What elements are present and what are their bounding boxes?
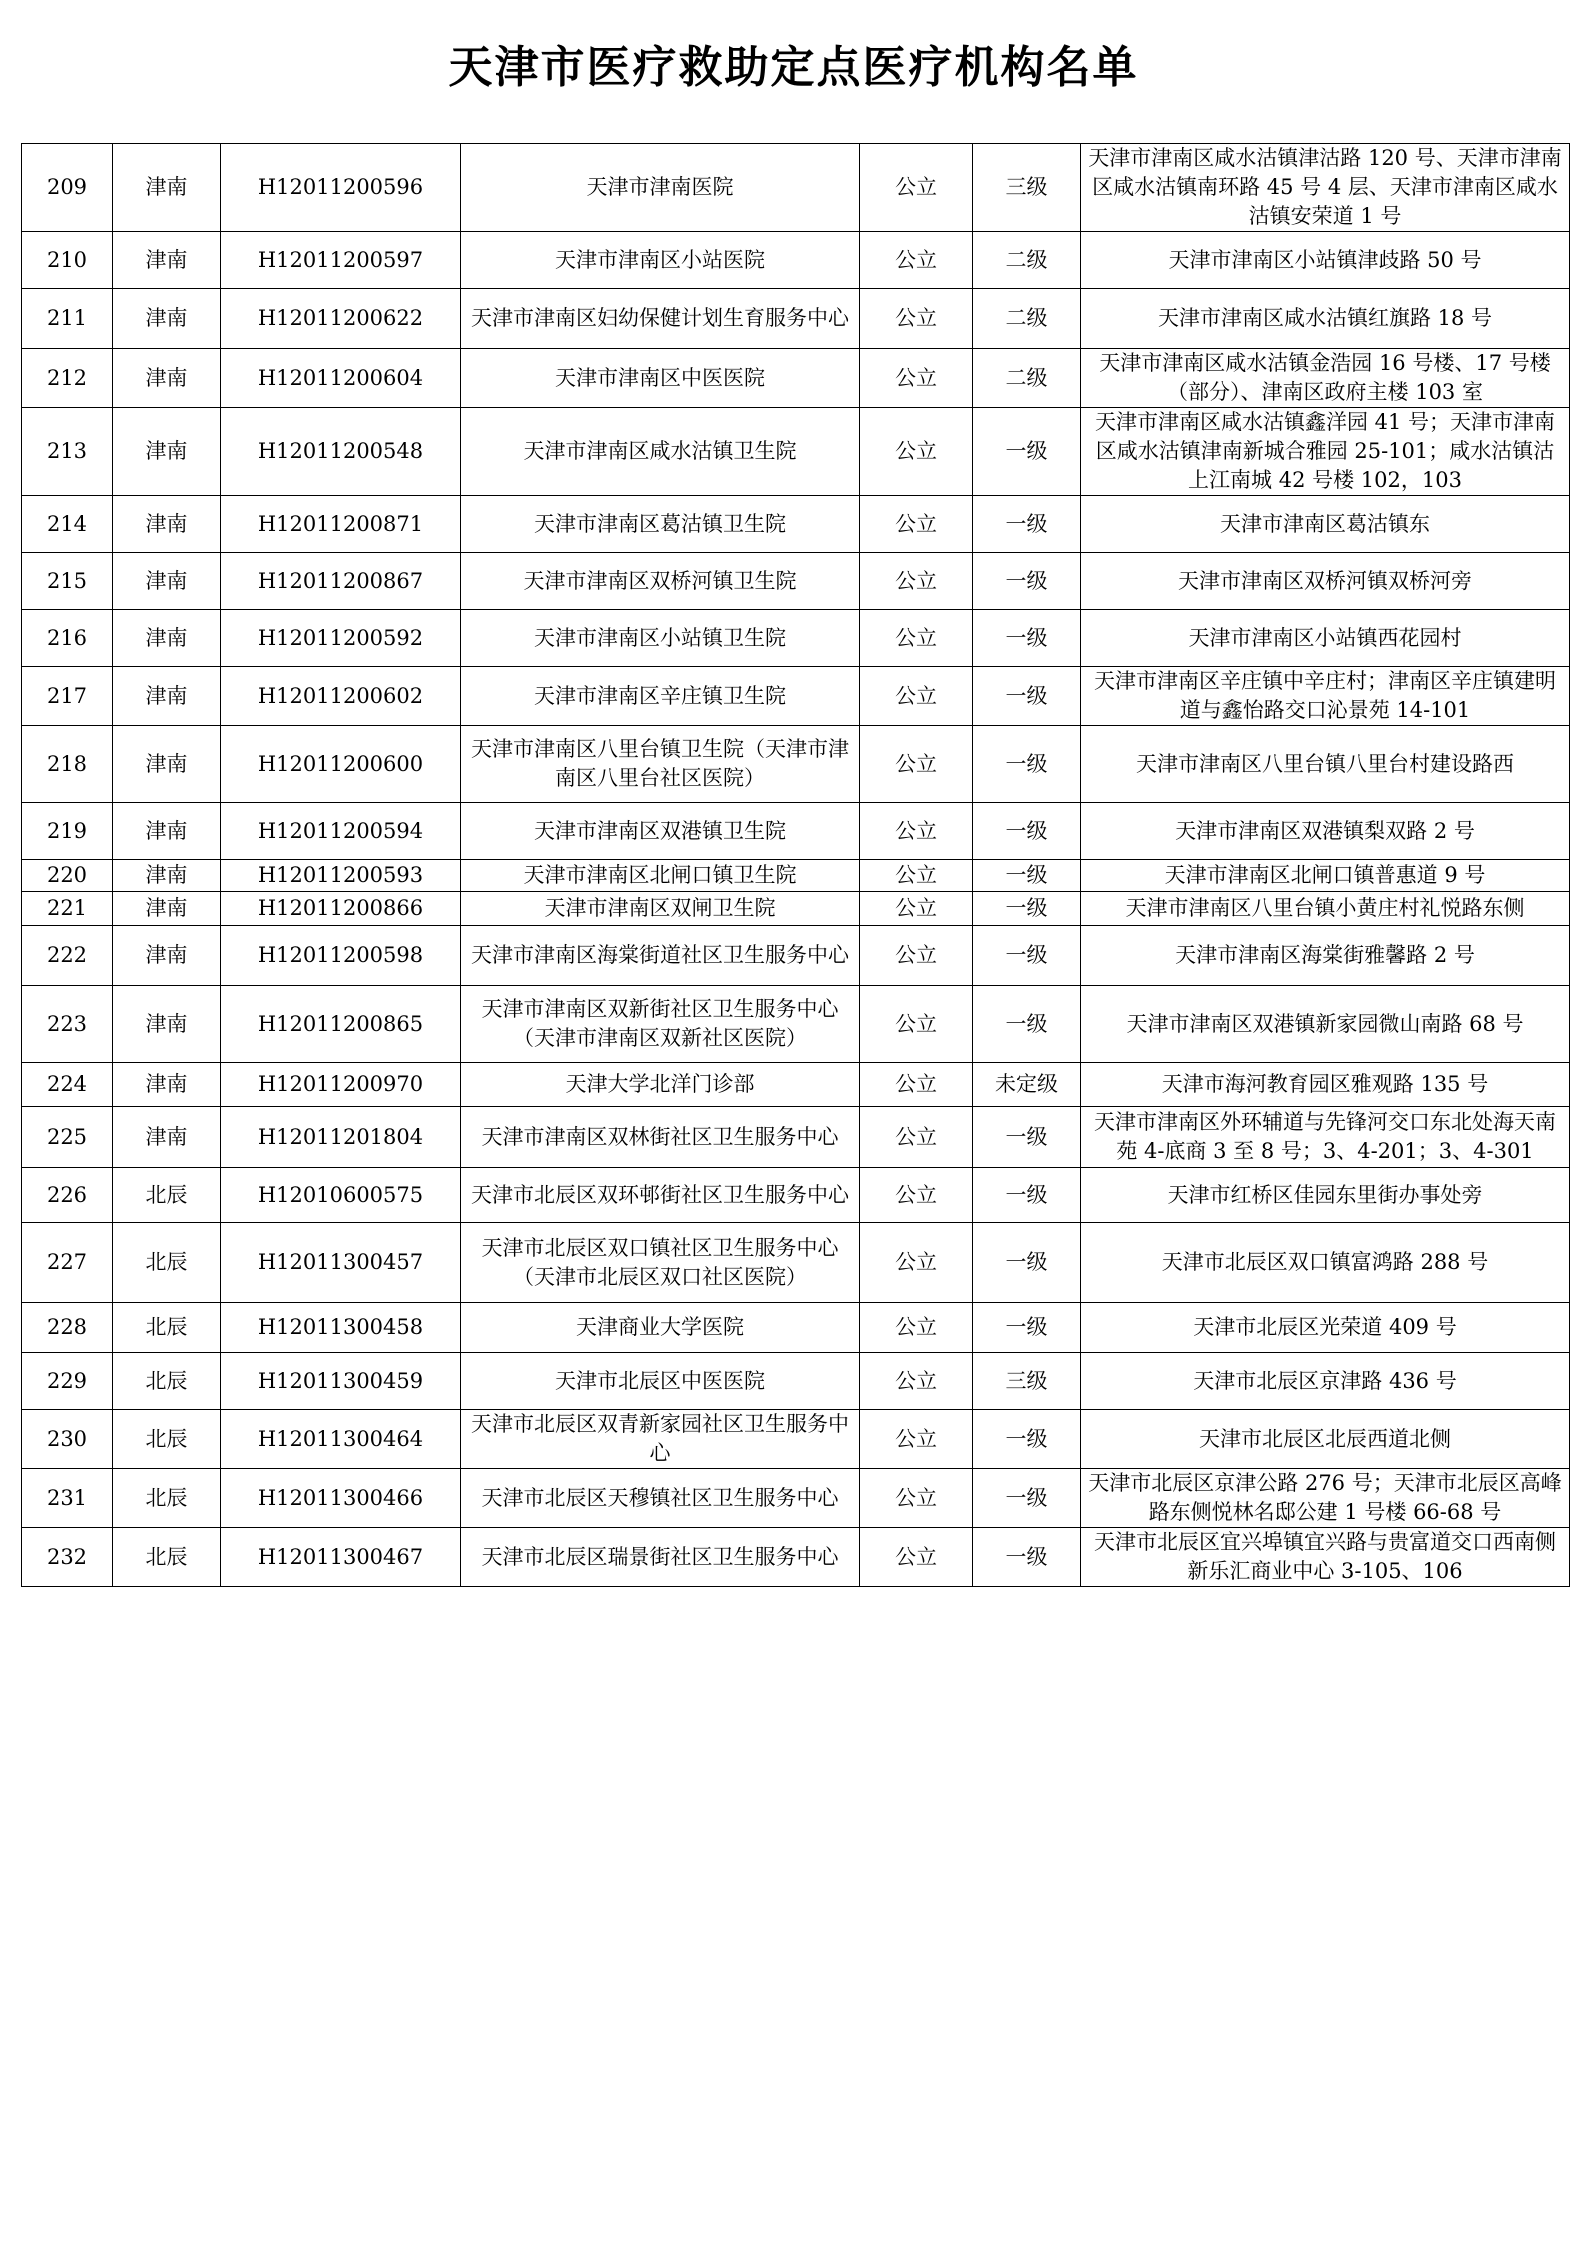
cell-name: 天津市津南区中医医院 bbox=[461, 349, 860, 408]
cell-district: 津南 bbox=[113, 1063, 221, 1107]
cell-name: 天津市津南区双港镇卫生院 bbox=[461, 803, 860, 860]
cell-number: 209 bbox=[22, 144, 113, 232]
cell-district: 津南 bbox=[113, 349, 221, 408]
cell-name: 天津市津南区咸水沽镇卫生院 bbox=[461, 408, 860, 496]
cell-district: 津南 bbox=[113, 986, 221, 1063]
cell-name: 天津市北辰区双口镇社区卫生服务中心（天津市北辰区双口社区医院） bbox=[461, 1223, 860, 1303]
cell-name: 天津市津南区双林街社区卫生服务中心 bbox=[461, 1107, 860, 1168]
cell-level: 二级 bbox=[973, 349, 1081, 408]
cell-district: 津南 bbox=[113, 926, 221, 986]
cell-number: 229 bbox=[22, 1353, 113, 1410]
table-row bbox=[22, 667, 1570, 726]
cell-address: 天津市北辰区双口镇富鸿路 288 号 bbox=[1081, 1223, 1570, 1303]
cell-type: 公立 bbox=[860, 986, 973, 1063]
cell-name: 天津市津南区北闸口镇卫生院 bbox=[461, 860, 860, 892]
cell-district: 津南 bbox=[113, 232, 221, 289]
table-row bbox=[22, 1353, 1570, 1410]
cell-level: 一级 bbox=[973, 860, 1081, 892]
cell-number: 215 bbox=[22, 553, 113, 610]
cell-number: 210 bbox=[22, 232, 113, 289]
cell-district: 津南 bbox=[113, 144, 221, 232]
table-row bbox=[22, 496, 1570, 553]
cell-address: 天津市津南区八里台镇八里台村建设路西 bbox=[1081, 726, 1570, 803]
cell-district: 北辰 bbox=[113, 1223, 221, 1303]
table-row bbox=[22, 1223, 1570, 1303]
cell-district: 北辰 bbox=[113, 1528, 221, 1587]
table-row bbox=[22, 1063, 1570, 1107]
table-row bbox=[22, 986, 1570, 1063]
cell-code: H12011300459 bbox=[221, 1353, 461, 1410]
cell-type: 公立 bbox=[860, 496, 973, 553]
cell-type: 公立 bbox=[860, 553, 973, 610]
cell-name: 天津市北辰区双青新家园社区卫生服务中心 bbox=[461, 1410, 860, 1469]
cell-code: H12011300467 bbox=[221, 1528, 461, 1587]
institution-table bbox=[21, 143, 1570, 1587]
cell-code: H12011200600 bbox=[221, 726, 461, 803]
cell-code: H12010600575 bbox=[221, 1168, 461, 1223]
table-row bbox=[22, 1168, 1570, 1223]
cell-district: 津南 bbox=[113, 289, 221, 349]
cell-address: 天津市津南区咸水沽镇红旗路 18 号 bbox=[1081, 289, 1570, 349]
cell-level: 二级 bbox=[973, 289, 1081, 349]
cell-number: 219 bbox=[22, 803, 113, 860]
cell-district: 津南 bbox=[113, 496, 221, 553]
cell-level: 未定级 bbox=[973, 1063, 1081, 1107]
cell-type: 公立 bbox=[860, 1410, 973, 1469]
cell-type: 公立 bbox=[860, 349, 973, 408]
cell-number: 228 bbox=[22, 1303, 113, 1353]
cell-address: 天津市北辰区光荣道 409 号 bbox=[1081, 1303, 1570, 1353]
cell-address: 天津市海河教育园区雅观路 135 号 bbox=[1081, 1063, 1570, 1107]
table-row bbox=[22, 803, 1570, 860]
cell-code: H12011200871 bbox=[221, 496, 461, 553]
cell-level: 三级 bbox=[973, 1353, 1081, 1410]
cell-name: 天津市津南区八里台镇卫生院（天津市津南区八里台社区医院） bbox=[461, 726, 860, 803]
cell-address: 天津市津南区八里台镇小黄庄村礼悦路东侧 bbox=[1081, 892, 1570, 926]
cell-address: 天津市津南区海棠街雅馨路 2 号 bbox=[1081, 926, 1570, 986]
cell-type: 公立 bbox=[860, 860, 973, 892]
cell-code: H12011200593 bbox=[221, 860, 461, 892]
cell-code: H12011200622 bbox=[221, 289, 461, 349]
cell-name: 天津市北辰区中医医院 bbox=[461, 1353, 860, 1410]
cell-code: H12011200598 bbox=[221, 926, 461, 986]
cell-code: H12011200594 bbox=[221, 803, 461, 860]
cell-district: 津南 bbox=[113, 892, 221, 926]
cell-number: 216 bbox=[22, 610, 113, 667]
cell-type: 公立 bbox=[860, 1063, 973, 1107]
cell-number: 214 bbox=[22, 496, 113, 553]
cell-name: 天津市津南区海棠街道社区卫生服务中心 bbox=[461, 926, 860, 986]
cell-name: 天津市津南区双桥河镇卫生院 bbox=[461, 553, 860, 610]
cell-name: 天津大学北洋门诊部 bbox=[461, 1063, 860, 1107]
cell-address: 天津市红桥区佳园东里街办事处旁 bbox=[1081, 1168, 1570, 1223]
cell-level: 一级 bbox=[973, 1469, 1081, 1528]
cell-code: H12011300464 bbox=[221, 1410, 461, 1469]
cell-district: 津南 bbox=[113, 726, 221, 803]
cell-code: H12011200548 bbox=[221, 408, 461, 496]
cell-district: 津南 bbox=[113, 610, 221, 667]
cell-number: 225 bbox=[22, 1107, 113, 1168]
cell-name: 天津市津南区葛沽镇卫生院 bbox=[461, 496, 860, 553]
cell-level: 一级 bbox=[973, 726, 1081, 803]
cell-type: 公立 bbox=[860, 1303, 973, 1353]
page-title: 天津市医疗救助定点医疗机构名单 bbox=[448, 42, 1139, 93]
cell-name: 天津市津南区双闸卫生院 bbox=[461, 892, 860, 926]
table-row bbox=[22, 349, 1570, 408]
cell-address: 天津市津南区双桥河镇双桥河旁 bbox=[1081, 553, 1570, 610]
table-row bbox=[22, 1303, 1570, 1353]
cell-level: 一级 bbox=[973, 892, 1081, 926]
cell-number: 222 bbox=[22, 926, 113, 986]
cell-type: 公立 bbox=[860, 726, 973, 803]
cell-name: 天津市津南区小站医院 bbox=[461, 232, 860, 289]
cell-code: H12011201804 bbox=[221, 1107, 461, 1168]
cell-address: 天津市北辰区京津公路 276 号；天津市北辰区高峰路东侧悦林名邸公建 1 号楼 66-68 号 bbox=[1081, 1469, 1570, 1528]
cell-name: 天津市北辰区双环邨街社区卫生服务中心 bbox=[461, 1168, 860, 1223]
cell-number: 226 bbox=[22, 1168, 113, 1223]
cell-name: 天津市津南区妇幼保健计划生育服务中心 bbox=[461, 289, 860, 349]
cell-district: 北辰 bbox=[113, 1303, 221, 1353]
cell-type: 公立 bbox=[860, 1469, 973, 1528]
cell-type: 公立 bbox=[860, 610, 973, 667]
cell-level: 一级 bbox=[973, 610, 1081, 667]
cell-type: 公立 bbox=[860, 1168, 973, 1223]
cell-address: 天津市津南区双港镇新家园微山南路 68 号 bbox=[1081, 986, 1570, 1063]
cell-type: 公立 bbox=[860, 408, 973, 496]
cell-type: 公立 bbox=[860, 926, 973, 986]
table-row bbox=[22, 1410, 1570, 1469]
cell-address: 天津市北辰区京津路 436 号 bbox=[1081, 1353, 1570, 1410]
cell-number: 231 bbox=[22, 1469, 113, 1528]
cell-district: 北辰 bbox=[113, 1168, 221, 1223]
cell-code: H12011200604 bbox=[221, 349, 461, 408]
cell-level: 一级 bbox=[973, 1410, 1081, 1469]
cell-address: 天津市津南区双港镇梨双路 2 号 bbox=[1081, 803, 1570, 860]
table-row bbox=[22, 289, 1570, 349]
table-row bbox=[22, 232, 1570, 289]
table-row bbox=[22, 726, 1570, 803]
cell-district: 北辰 bbox=[113, 1353, 221, 1410]
cell-level: 二级 bbox=[973, 232, 1081, 289]
cell-code: H12011300466 bbox=[221, 1469, 461, 1528]
cell-number: 232 bbox=[22, 1528, 113, 1587]
cell-code: H12011200866 bbox=[221, 892, 461, 926]
cell-type: 公立 bbox=[860, 667, 973, 726]
cell-number: 213 bbox=[22, 408, 113, 496]
cell-type: 公立 bbox=[860, 1528, 973, 1587]
table-row bbox=[22, 1528, 1570, 1587]
cell-level: 一级 bbox=[973, 926, 1081, 986]
cell-name: 天津市津南区双新街社区卫生服务中心（天津市津南区双新社区医院） bbox=[461, 986, 860, 1063]
cell-code: H12011200865 bbox=[221, 986, 461, 1063]
cell-type: 公立 bbox=[860, 144, 973, 232]
cell-district: 津南 bbox=[113, 408, 221, 496]
table-row bbox=[22, 408, 1570, 496]
cell-address: 天津市津南区咸水沽镇金浩园 16 号楼、17 号楼（部分）、津南区政府主楼 103 室 bbox=[1081, 349, 1570, 408]
cell-code: H12011200970 bbox=[221, 1063, 461, 1107]
cell-district: 津南 bbox=[113, 667, 221, 726]
table-body bbox=[22, 144, 1570, 1587]
cell-address: 天津市津南区小站镇西花园村 bbox=[1081, 610, 1570, 667]
cell-level: 一级 bbox=[973, 1528, 1081, 1587]
table-row bbox=[22, 144, 1570, 232]
cell-level: 一级 bbox=[973, 496, 1081, 553]
cell-type: 公立 bbox=[860, 289, 973, 349]
table-row bbox=[22, 1107, 1570, 1168]
cell-level: 一级 bbox=[973, 667, 1081, 726]
cell-type: 公立 bbox=[860, 892, 973, 926]
cell-name: 天津市津南医院 bbox=[461, 144, 860, 232]
cell-code: H12011200867 bbox=[221, 553, 461, 610]
cell-level: 一级 bbox=[973, 803, 1081, 860]
table-row bbox=[22, 860, 1570, 892]
cell-address: 天津市津南区葛沽镇东 bbox=[1081, 496, 1570, 553]
cell-address: 天津市津南区外环辅道与先锋河交口东北处海天南苑 4-底商 3 至 8 号；3、4-201；3、4-301 bbox=[1081, 1107, 1570, 1168]
table-row bbox=[22, 926, 1570, 986]
cell-number: 211 bbox=[22, 289, 113, 349]
cell-level: 一级 bbox=[973, 553, 1081, 610]
table-row bbox=[22, 553, 1570, 610]
cell-address: 天津市北辰区北辰西道北侧 bbox=[1081, 1410, 1570, 1469]
cell-number: 221 bbox=[22, 892, 113, 926]
cell-level: 一级 bbox=[973, 1303, 1081, 1353]
cell-district: 津南 bbox=[113, 803, 221, 860]
cell-name: 天津市北辰区瑞景街社区卫生服务中心 bbox=[461, 1528, 860, 1587]
cell-level: 一级 bbox=[973, 1223, 1081, 1303]
cell-number: 217 bbox=[22, 667, 113, 726]
cell-code: H12011200592 bbox=[221, 610, 461, 667]
cell-code: H12011200602 bbox=[221, 667, 461, 726]
cell-name: 天津商业大学医院 bbox=[461, 1303, 860, 1353]
cell-type: 公立 bbox=[860, 1353, 973, 1410]
cell-name: 天津市津南区辛庄镇卫生院 bbox=[461, 667, 860, 726]
cell-number: 218 bbox=[22, 726, 113, 803]
cell-type: 公立 bbox=[860, 803, 973, 860]
cell-district: 北辰 bbox=[113, 1410, 221, 1469]
cell-type: 公立 bbox=[860, 1107, 973, 1168]
cell-code: H12011200596 bbox=[221, 144, 461, 232]
cell-type: 公立 bbox=[860, 1223, 973, 1303]
cell-code: H12011300458 bbox=[221, 1303, 461, 1353]
cell-district: 北辰 bbox=[113, 1469, 221, 1528]
cell-address: 天津市北辰区宜兴埠镇宜兴路与贵富道交口西南侧新乐汇商业中心 3-105、106 bbox=[1081, 1528, 1570, 1587]
cell-number: 227 bbox=[22, 1223, 113, 1303]
cell-number: 212 bbox=[22, 349, 113, 408]
cell-number: 230 bbox=[22, 1410, 113, 1469]
cell-code: H12011300457 bbox=[221, 1223, 461, 1303]
cell-address: 天津市津南区北闸口镇普惠道 9 号 bbox=[1081, 860, 1570, 892]
cell-level: 一级 bbox=[973, 1107, 1081, 1168]
cell-level: 三级 bbox=[973, 144, 1081, 232]
cell-name: 天津市津南区小站镇卫生院 bbox=[461, 610, 860, 667]
cell-number: 220 bbox=[22, 860, 113, 892]
cell-district: 津南 bbox=[113, 553, 221, 610]
cell-address: 天津市津南区辛庄镇中辛庄村；津南区辛庄镇建明道与鑫怡路交口沁景苑 14-101 bbox=[1081, 667, 1570, 726]
cell-code: H12011200597 bbox=[221, 232, 461, 289]
cell-address: 天津市津南区小站镇津歧路 50 号 bbox=[1081, 232, 1570, 289]
table-row bbox=[22, 892, 1570, 926]
table-row bbox=[22, 610, 1570, 667]
cell-district: 津南 bbox=[113, 1107, 221, 1168]
cell-name: 天津市北辰区天穆镇社区卫生服务中心 bbox=[461, 1469, 860, 1528]
cell-address: 天津市津南区咸水沽镇津沽路 120 号、天津市津南区咸水沽镇南环路 45 号 4 层、天津市津南区咸水沽镇安荣道 1 号 bbox=[1081, 144, 1570, 232]
cell-level: 一级 bbox=[973, 408, 1081, 496]
table-row bbox=[22, 1469, 1570, 1528]
cell-district: 津南 bbox=[113, 860, 221, 892]
cell-number: 224 bbox=[22, 1063, 113, 1107]
cell-level: 一级 bbox=[973, 986, 1081, 1063]
cell-level: 一级 bbox=[973, 1168, 1081, 1223]
cell-number: 223 bbox=[22, 986, 113, 1063]
cell-address: 天津市津南区咸水沽镇鑫洋园 41 号；天津市津南区咸水沽镇津南新城合雅园 25-101；咸水沽镇沽上江南城 42 号楼 102，103 bbox=[1081, 408, 1570, 496]
cell-type: 公立 bbox=[860, 232, 973, 289]
